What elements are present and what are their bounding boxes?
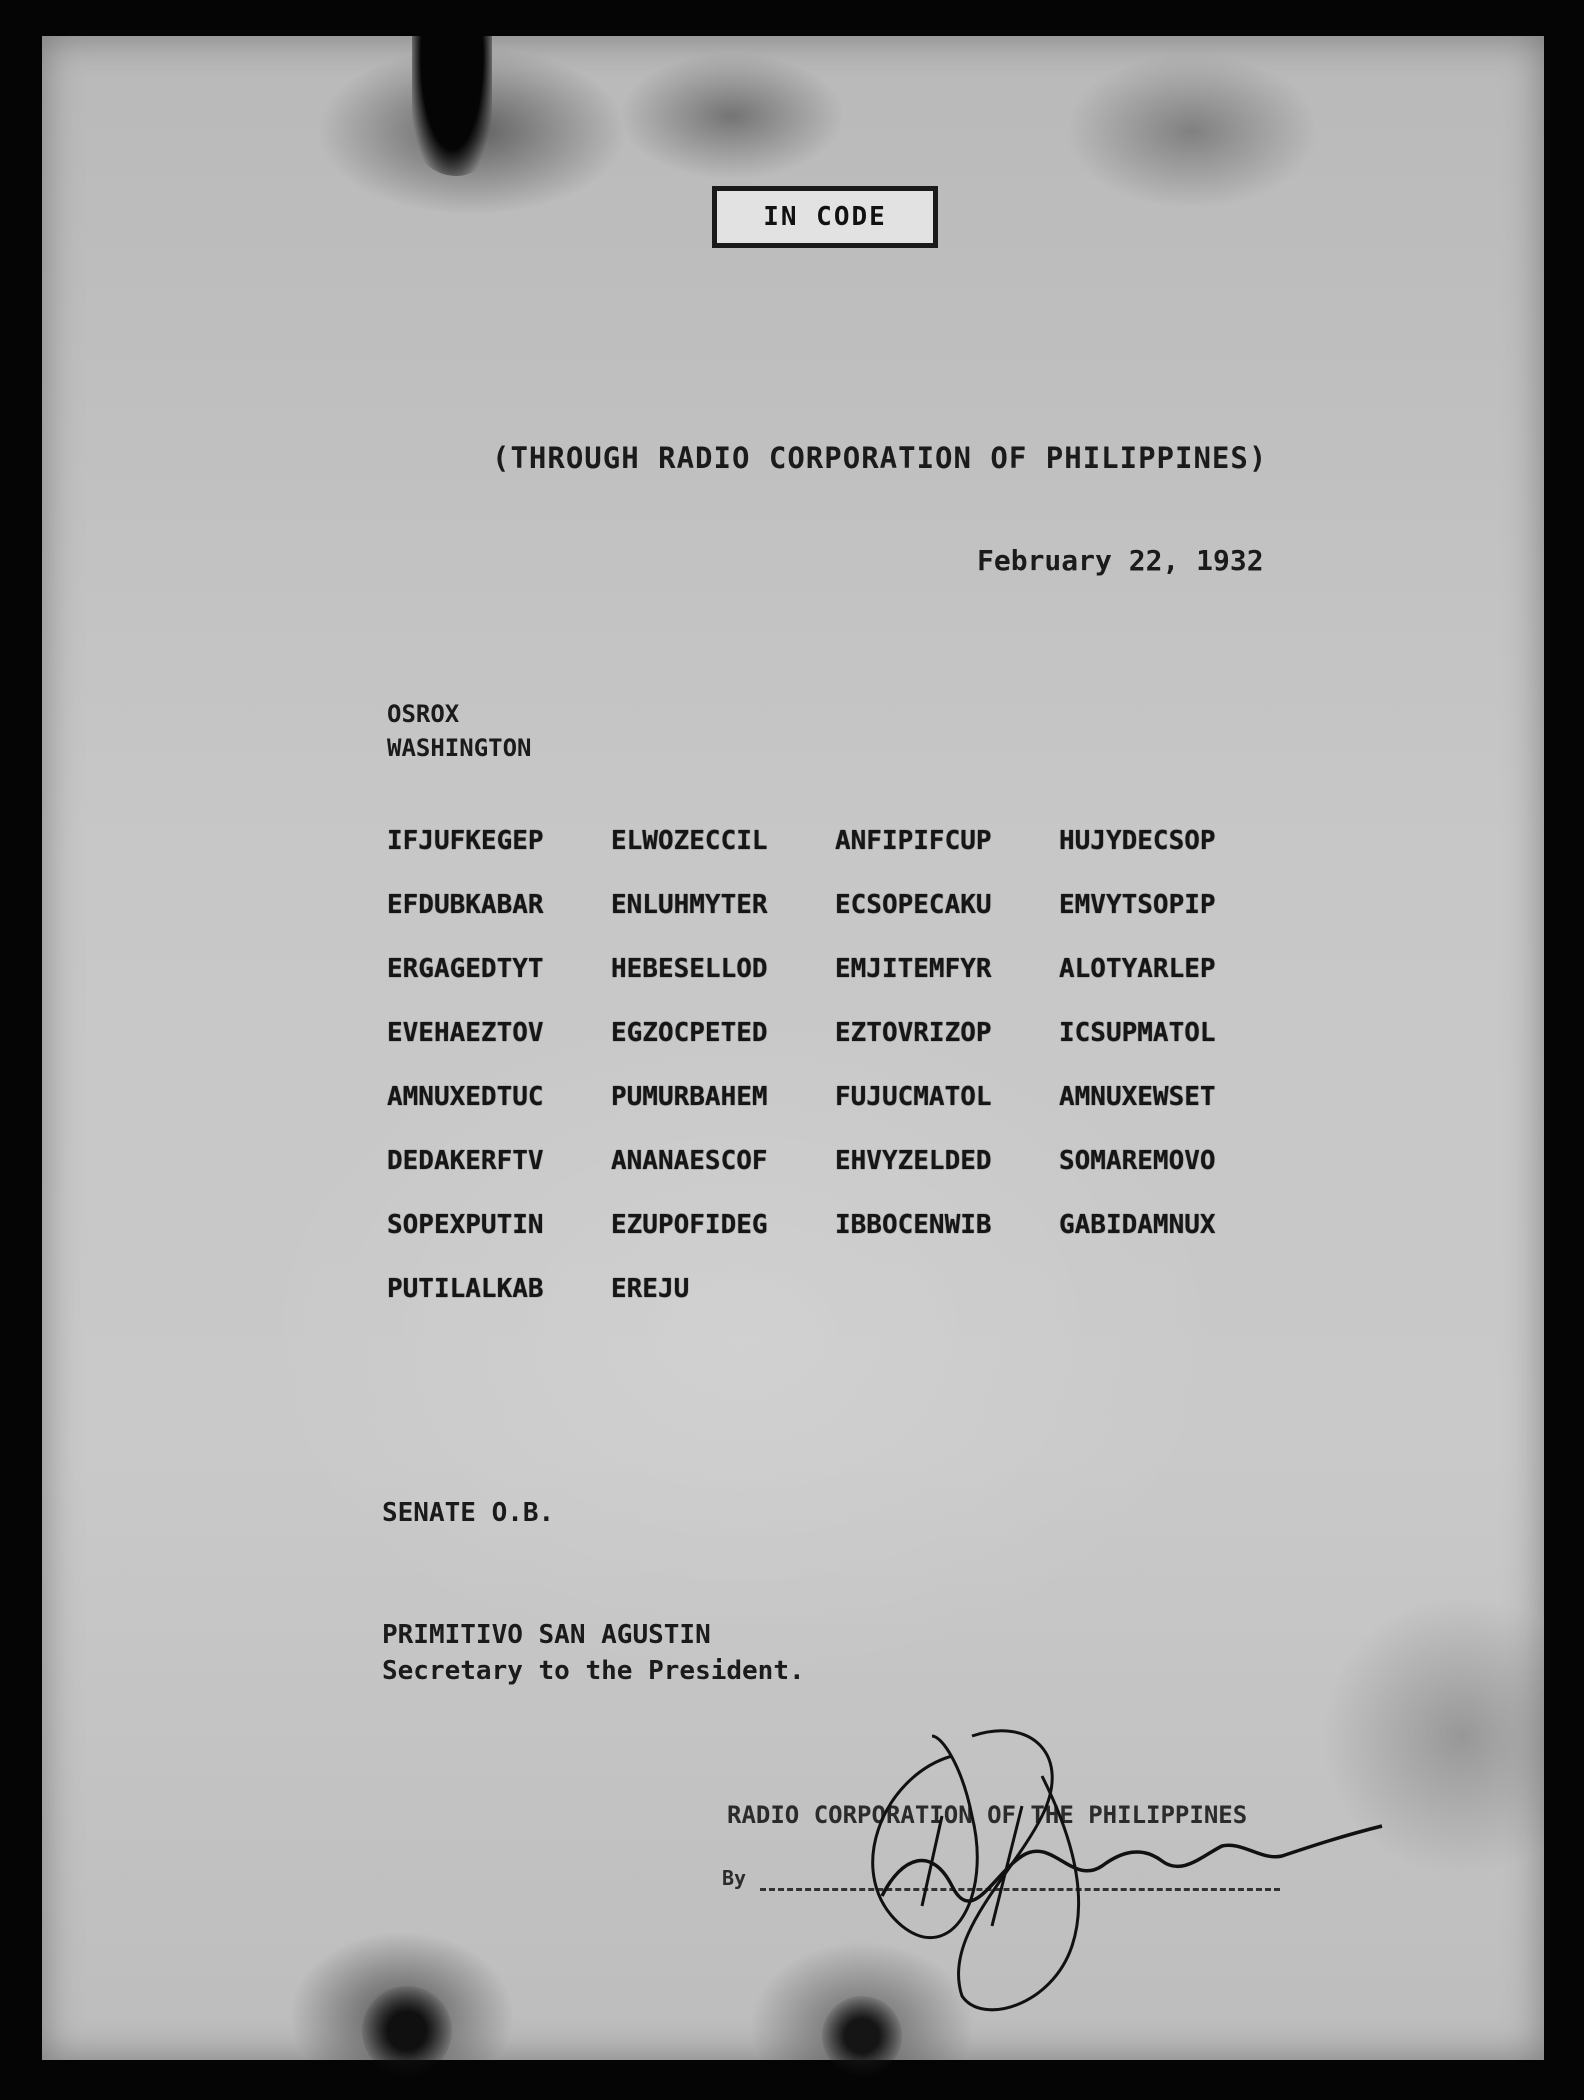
code-group: EFDUBKABAR bbox=[387, 890, 544, 920]
code-group: EMVYTSOPIP bbox=[1059, 890, 1216, 920]
signatory-title: Secretary to the President. bbox=[382, 1656, 805, 1686]
code-group: EGZOCPETED bbox=[611, 1018, 768, 1048]
code-group: EREJU bbox=[611, 1274, 690, 1304]
code-group: IBBOCENWIB bbox=[835, 1210, 992, 1240]
code-group: PUTILALKAB bbox=[387, 1274, 544, 1304]
code-group: ENLUHMYTER bbox=[611, 890, 768, 920]
code-group: HEBESELLOD bbox=[611, 954, 768, 984]
code-group: PUMURBAHEM bbox=[611, 1082, 768, 1112]
code-group: EMJITEMFYR bbox=[835, 954, 992, 984]
routing-line: (THROUGH RADIO CORPORATION OF PHILIPPINES) bbox=[492, 441, 1268, 475]
signatory-name: PRIMITIVO SAN AGUSTIN bbox=[382, 1620, 711, 1650]
burn-mark-bottom-left bbox=[362, 1986, 452, 2076]
code-group: EHVYZELDED bbox=[835, 1146, 992, 1176]
code-group: HUJYDECSOP bbox=[1059, 826, 1216, 856]
code-group: GABIDAMNUX bbox=[1059, 1210, 1216, 1240]
code-group: SOPEXPUTIN bbox=[387, 1210, 544, 1240]
code-group: DEDAKERFTV bbox=[387, 1146, 544, 1176]
code-group: EVEHAEZTOV bbox=[387, 1018, 544, 1048]
in-code-stamp bbox=[712, 186, 938, 248]
code-group: AMNUXEDTUC bbox=[387, 1082, 544, 1112]
address-line-2: WASHINGTON bbox=[387, 734, 532, 762]
code-group: IFJUFKEGEP bbox=[387, 826, 544, 856]
code-group: ANFIPIFCUP bbox=[835, 826, 992, 856]
code-group: ERGAGEDTYT bbox=[387, 954, 544, 984]
code-group: SOMAREMOVO bbox=[1059, 1146, 1216, 1176]
code-group: ECSOPECAKU bbox=[835, 890, 992, 920]
handwritten-signature bbox=[822, 1696, 1422, 2026]
in-code-stamp-text: IN CODE bbox=[763, 202, 887, 232]
senate-line: SENATE O.B. bbox=[382, 1498, 555, 1528]
paper-sheet bbox=[42, 36, 1544, 2060]
code-group: EZUPOFIDEG bbox=[611, 1210, 768, 1240]
code-group: FUJUCMATOL bbox=[835, 1082, 992, 1112]
code-group: ICSUPMATOL bbox=[1059, 1018, 1216, 1048]
burn-mark-top bbox=[412, 26, 492, 176]
code-group: ALOTYARLEP bbox=[1059, 954, 1216, 984]
code-group: ANANAESCOF bbox=[611, 1146, 768, 1176]
address-line-1: OSROX bbox=[387, 700, 460, 728]
code-group: EZTOVRIZOP bbox=[835, 1018, 992, 1048]
by-label: By bbox=[722, 1866, 747, 1890]
code-groups-grid bbox=[387, 826, 1283, 1304]
code-group: AMNUXEWSET bbox=[1059, 1082, 1216, 1112]
radio-corporation-stamp: RADIO CORPORATION OF THE PHILIPPINES bbox=[727, 1801, 1248, 1829]
code-group: ELWOZECCIL bbox=[611, 826, 768, 856]
document-date: February 22, 1932 bbox=[977, 544, 1264, 577]
